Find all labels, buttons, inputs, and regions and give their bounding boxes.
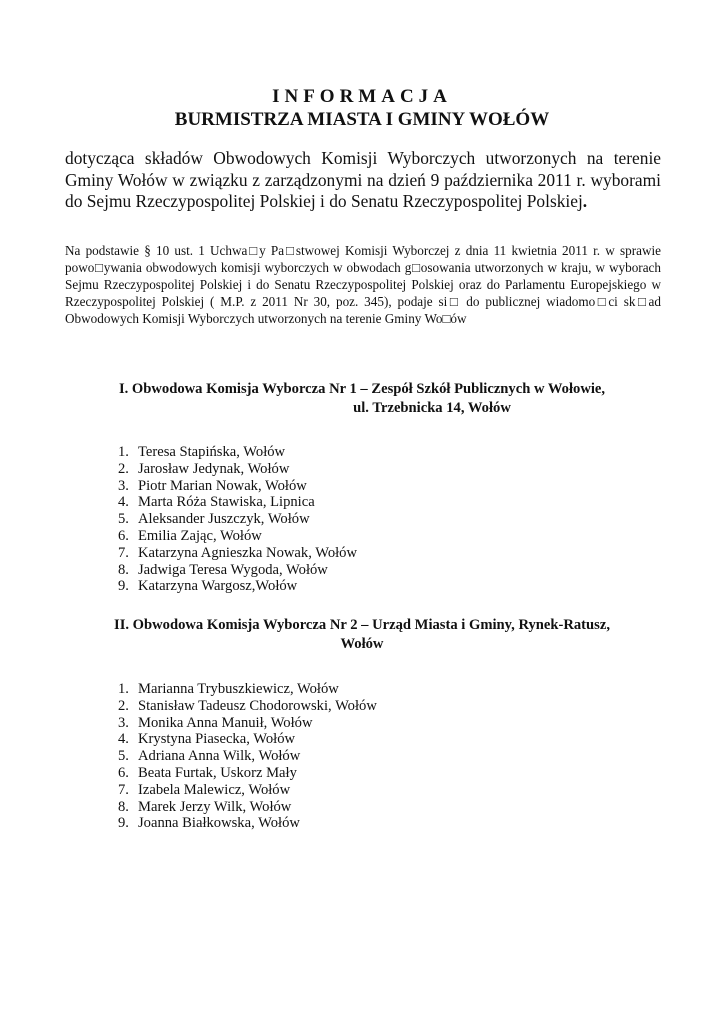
- list-item: [118, 461, 357, 478]
- member-name: Krystyna Piasecka, Wołów: [138, 731, 296, 748]
- lead-paragraph: [65, 148, 661, 213]
- commission-1-heading-line2: ul. Trzebnicka 14, Wołów: [353, 400, 511, 416]
- member-name: Marianna Trybuszkiewicz, Wołów: [138, 681, 339, 697]
- commission-2-members: [118, 681, 377, 832]
- member-name: Emilia Zając, Wołów: [138, 527, 262, 544]
- list-item: [118, 731, 377, 748]
- list-item: [118, 782, 377, 799]
- list-item: [118, 444, 357, 461]
- list-item: [118, 681, 377, 698]
- member-name: Marek Jerzy Wilk, Wołów: [138, 798, 292, 815]
- item-number: 2.: [118, 697, 129, 714]
- list-item: [118, 715, 377, 732]
- member-name: Teresa Stapińska, Wołów: [138, 444, 286, 460]
- item-number: 6.: [118, 527, 129, 544]
- list-item: [118, 765, 377, 782]
- item-number: 9.: [118, 578, 129, 595]
- item-number: 6.: [118, 764, 129, 781]
- member-name: Monika Anna Manuił, Wołów: [138, 714, 313, 731]
- member-name: Izabela Malewicz, Wołów: [138, 781, 291, 798]
- item-number: 9.: [118, 815, 129, 832]
- issuer-title: BURMISTRZA MIASTA I GMINY WOŁÓW: [174, 109, 550, 130]
- item-number: 4.: [118, 731, 129, 748]
- item-number: 5.: [118, 748, 129, 765]
- member-name: Marta Róża Stawiska, Lipnica: [138, 494, 315, 511]
- list-item: [118, 478, 357, 495]
- commission-1-heading-line1: I. Obwodowa Komisja Wyborcza Nr 1 – Zespół Szkół Publicznych w Wołowie,: [118, 381, 606, 397]
- list-item: [118, 815, 377, 832]
- lead-end: .: [582, 191, 588, 211]
- list-item: [118, 748, 377, 765]
- item-number: 8.: [118, 798, 129, 815]
- list-item: [118, 799, 377, 816]
- list-item: [118, 511, 357, 528]
- commission-2-heading-line1: II. Obwodowa Komisja Wyborcza Nr 2 – Urząd Miasta i Gminy, Rynek-Ratusz,: [114, 617, 610, 633]
- commission-1-members: [118, 444, 357, 595]
- item-number: 2.: [118, 460, 129, 477]
- member-name: Beata Furtak, Uskorz Mały: [138, 764, 297, 781]
- commission-2-heading-line2: Wołów: [340, 636, 384, 652]
- item-number: 3.: [118, 477, 129, 494]
- list-item: [118, 578, 357, 595]
- member-name: Katarzyna Agnieszka Nowak, Wołów: [138, 544, 358, 561]
- member-name: Aleksander Juszczyk, Wołów: [138, 511, 310, 528]
- member-name: Joanna Białkowska, Wołów: [138, 815, 300, 832]
- item-number: 5.: [118, 511, 129, 528]
- commission-2-heading: [0, 616, 724, 654]
- list-item: [118, 494, 357, 511]
- legal-basis-paragraph: Na podstawie § 10 ust. 1 Uchwa□y Pa□stwowej Komisji Wyborczej z dnia 11 kwietnia 2011 r. w sprawie powo□ywania obwodowych komisji wyborczych w obwodach g□osowania utworzonych w kraju, w wyborach Sejmu Rzeczypospolitej Polskiej i do Senatu Rzeczypospolitej Polskiej oraz do Parlamentu Europejskiego w Rzeczypospolitej Polskiej ( M.P. z 2011 Nr 30, poz. 345), podaje si□ do publicznej wiadomo□ci sk□ad Obwodowych Komisji Wyborczych utworzonych na terenie Gminy Wo□ów: [65, 243, 661, 326]
- document-title: INFORMACJA: [272, 86, 452, 107]
- item-number: 7.: [118, 544, 129, 561]
- list-item: [118, 698, 377, 715]
- member-name: Adriana Anna Wilk, Wołów: [138, 748, 301, 765]
- list-item: [118, 528, 357, 545]
- item-number: 8.: [118, 561, 129, 578]
- member-name: Katarzyna Wargosz,Wołów: [138, 578, 298, 595]
- list-item: [118, 545, 357, 562]
- item-number: 1.: [118, 681, 129, 697]
- item-number: 3.: [118, 714, 129, 731]
- item-number: 7.: [118, 781, 129, 798]
- member-name: Jarosław Jedynak, Wołów: [138, 460, 290, 477]
- list-item: [118, 562, 357, 579]
- member-name: Stanisław Tadeusz Chodorowski, Wołów: [138, 697, 377, 714]
- lead-text: dotycząca składów Obwodowych Komisji Wyborczych utworzonych na terenie Gminy Wołów w związku z zarządzonymi na dzień 9 października 2011 r. wyborami do Sejmu Rzeczypospolitej Polskiej i do Senatu Rzeczypospolitej Polskiej: [65, 148, 661, 211]
- item-number: 1.: [118, 444, 129, 460]
- commission-1-heading: [0, 380, 724, 418]
- member-name: Piotr Marian Nowak, Wołów: [138, 477, 307, 494]
- member-name: Jadwiga Teresa Wygoda, Wołów: [138, 561, 328, 578]
- item-number: 4.: [118, 494, 129, 511]
